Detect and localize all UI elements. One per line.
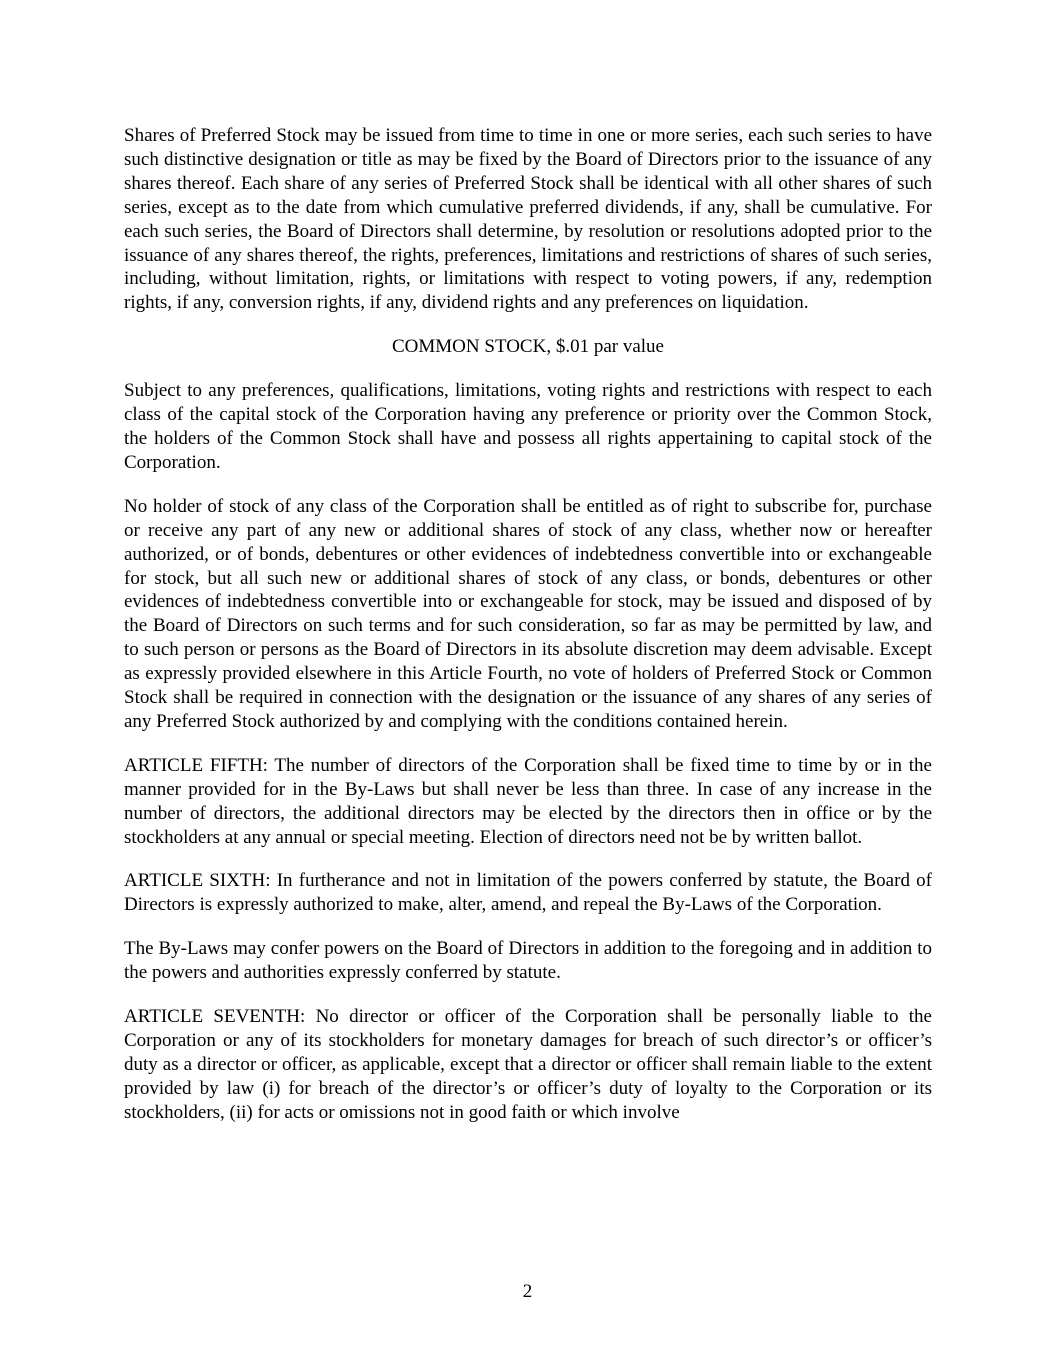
article-sixth-paragraph: ARTICLE SIXTH: In furtherance and not in limitation of the powers conferred by statute, the Board of Directors is expressly authorized to make, alter, amend, and repeal the By-Laws of the Corporation. bbox=[124, 870, 932, 916]
document-body bbox=[124, 124, 932, 1145]
article-seventh-paragraph: ARTICLE SEVENTH: No director or officer of the Corporation shall be personally liable to the Corporation or any of its stockholders for monetary damages for breach of such director’s or officer’s duty as a director or officer, as applicable, except that a director or officer shall remain liable to the extent provided by law (i) for breach of the director’s or officer’s duty of loyalty to the Corporation or its stockholders, (ii) for acts or omissions not in good faith or which involve bbox=[124, 1006, 932, 1123]
article-fifth-paragraph: ARTICLE FIFTH: The number of directors of the Corporation shall be fixed time to time by or in the manner provided for in the By-Laws but shall never be less than three. In case of any increase in the number of directors, the additional directors may be elected by the directors then in office or by the stockholders at any annual or special meeting. Election of directors need not be by written ballot. bbox=[124, 754, 932, 848]
bylaws-powers-paragraph: The By-Laws may confer powers on the Board of Directors in addition to the foregoing and in addition to the powers and authorities expressly conferred by statute. bbox=[124, 938, 932, 984]
preferred-stock-series-paragraph: Shares of Preferred Stock may be issued from time to time in one or more series, each such series to have such distinctive designation or title as may be fixed by the Board of Directors prior to the issuance of any shares thereof. Each share of any series of Preferred Stock shall be identical with all other shares of such series, except as to the date from which cumulative preferred dividends, if any, shall be cumulative. For each such series, the Board of Directors shall determine, by resolution or resolutions adopted prior to the issuance of any shares thereof, the rights, preferences, limitations and restrictions of shares of such series, including, without limitation, rights, or limitations with respect to voting powers, if any, redemption rights, if any, conversion rights, if any, dividend rights and any preferences on liquidation. bbox=[124, 125, 932, 314]
preemptive-rights-paragraph: No holder of stock of any class of the Corporation shall be entitled as of right to subscribe for, purchase or receive any part of any new or additional shares of stock of any class, whether now or hereafter authorized, or of bonds, debentures or other evidences of indebtedness convertible into or exchangeable for stock, but all such new or additional shares of stock of any class, or bonds, debentures or other evidences of indebtedness convertible into or exchangeable for stock, may be issued and disposed of by the Board of Directors on such terms and for such consideration, so far as may be permitted by law, and to such person or persons as the Board of Directors in its absolute discretion may deem advisable. Except as expressly provided elsewhere in this Article Fourth, no vote of holders of Preferred Stock or Common Stock shall be required in connection with the designation or the issuance of any shares of any series of any Preferred Stock authorized by and complying with the conditions contained herein. bbox=[124, 495, 932, 732]
page-number: 2 bbox=[522, 1281, 533, 1302]
common-stock-heading: COMMON STOCK, $.01 par value bbox=[392, 336, 664, 358]
common-stock-rights-paragraph: Subject to any preferences, qualifications, limitations, voting rights and restrictions with respect to each class of the capital stock of the Corporation having any preference or priority over the Common Stock, the holders of the Common Stock shall have and possess all rights appertaining to capital stock of the Corporation. bbox=[124, 380, 932, 473]
